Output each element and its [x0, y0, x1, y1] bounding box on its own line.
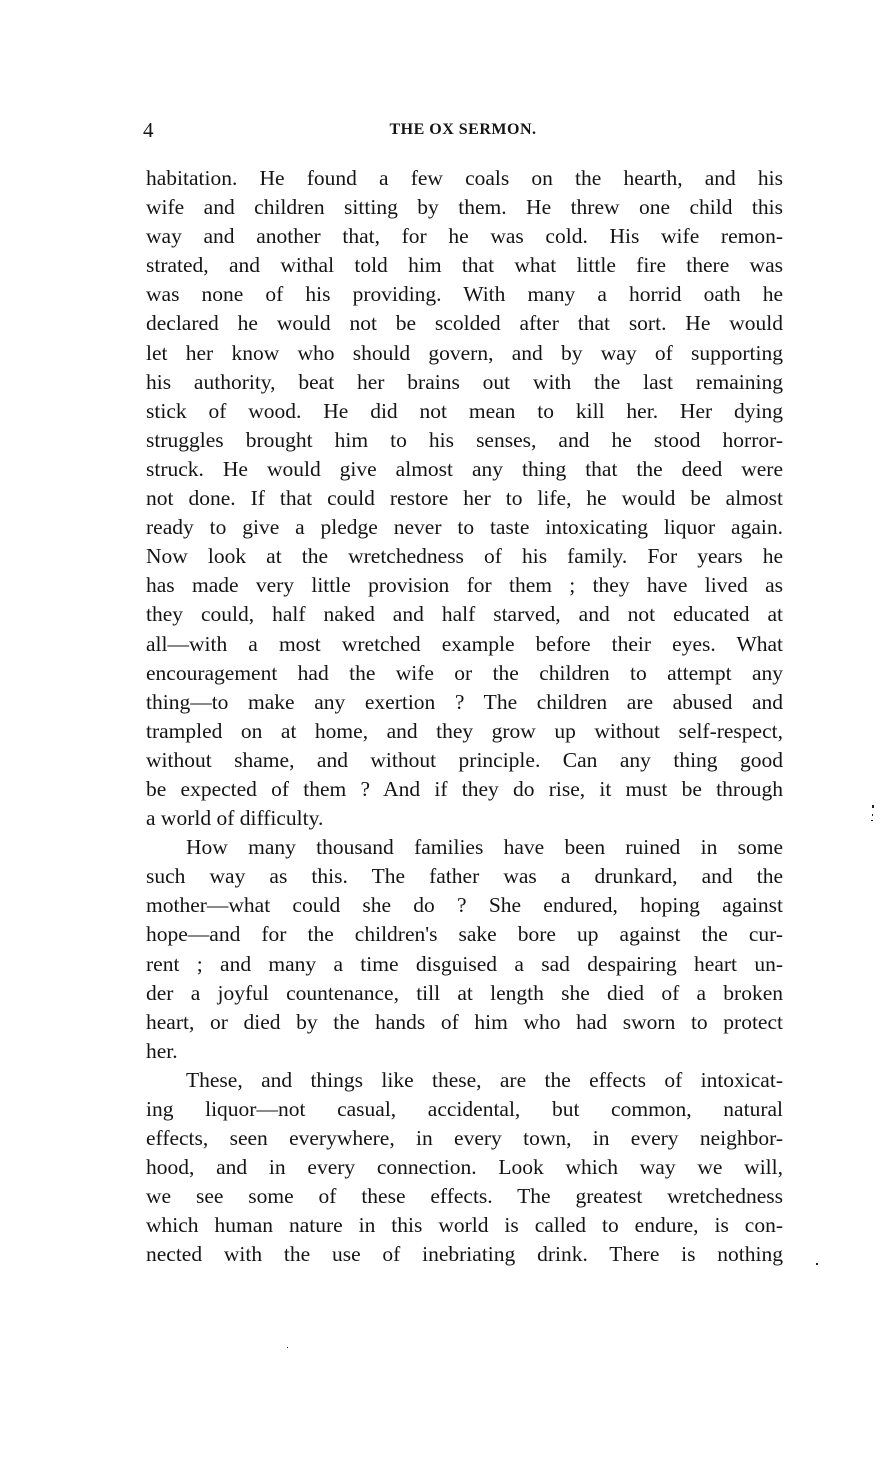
text-line: effects, seen everywhere, in every town, in every neighbor- — [146, 1126, 783, 1151]
text-line: struck. He would give almost any thing that the deed were — [146, 456, 783, 481]
text-line: thing—to make any exertion ? The children are abused and — [146, 689, 783, 714]
text-line: nected with the use of inebriating drink. There is nothing — [146, 1242, 783, 1267]
body-text — [146, 164, 783, 1270]
text-line: which human nature in this world is called to endure, is con- — [146, 1213, 783, 1238]
text-line: they could, half naked and half starved, and not educated at — [146, 602, 783, 627]
text-line: wife and children sitting by them. He threw one child this — [146, 195, 783, 220]
scan-speck — [871, 820, 873, 821]
scan-speck — [287, 1347, 288, 1348]
text-line: rent ; and many a time disguised a sad despairing heart un- — [146, 951, 783, 976]
running-title: THE OX SERMON. — [389, 121, 537, 138]
text-line: heart, or died by the hands of him who had sworn to protect — [146, 1009, 783, 1034]
text-line: strated, and withal told him that what little fire there was — [146, 253, 783, 278]
text-line: we see some of these effects. The greatest wretchedness — [146, 1184, 783, 1209]
text-line: his authority, beat her brains out with the last remaining — [146, 369, 783, 394]
text-line: has made very little provision for them ; they have lived as — [146, 573, 783, 598]
text-line: not done. If that could restore her to life, he would be almost — [146, 486, 783, 511]
text-line: her. — [146, 1038, 178, 1063]
text-line: a world of difficulty. — [146, 806, 324, 831]
text-line: be expected of them ? And if they do rise, it must be through — [146, 776, 783, 801]
paragraph-first-line: These, and things like these, are the effects of intoxicat- — [186, 1067, 783, 1092]
text-line: ready to give a pledge never to taste intoxicating liquor again. — [146, 515, 783, 540]
paragraph-first-line: How many thousand families have been ruined in some — [186, 835, 783, 860]
text-line: all—with a most wretched example before their eyes. What — [146, 631, 783, 656]
scan-speck — [872, 814, 873, 816]
text-line: encouragement had the wife or the children to attempt any — [146, 660, 783, 685]
text-line: was none of his providing. With many a horrid oath he — [146, 282, 783, 307]
text-line: such way as this. The father was a drunkard, and the — [146, 864, 783, 889]
text-line: hood, and in every connection. Look which way we will, — [146, 1155, 783, 1180]
text-line: der a joyful countenance, till at length she died of a broken — [146, 980, 783, 1005]
text-line: trampled on at home, and they grow up without self-respect, — [146, 718, 783, 743]
page-number: 4 — [143, 118, 154, 142]
text-line: way and another that, for he was cold. His wife remon- — [146, 224, 783, 249]
scan-speck — [816, 1263, 818, 1265]
running-header — [143, 116, 783, 146]
text-line: declared he would not be scolded after that sort. He would — [146, 311, 783, 336]
text-line: Now look at the wretchedness of his family. For years he — [146, 544, 783, 569]
text-line: hope—and for the children's sake bore up against the cur- — [146, 922, 783, 947]
scan-speck — [872, 805, 874, 808]
text-line: let her know who should govern, and by way of supporting — [146, 340, 783, 365]
text-line: stick of wood. He did not mean to kill her. Her dying — [146, 398, 783, 423]
text-line: without shame, and without principle. Can any thing good — [146, 747, 783, 772]
text-line: habitation. He found a few coals on the hearth, and his — [146, 166, 783, 190]
text-line: ing liquor—not casual, accidental, but common, natural — [146, 1097, 783, 1121]
text-line: mother—what could she do ? She endured, hoping against — [146, 893, 783, 918]
text-line: struggles brought him to his senses, and he stood horror- — [146, 427, 783, 452]
